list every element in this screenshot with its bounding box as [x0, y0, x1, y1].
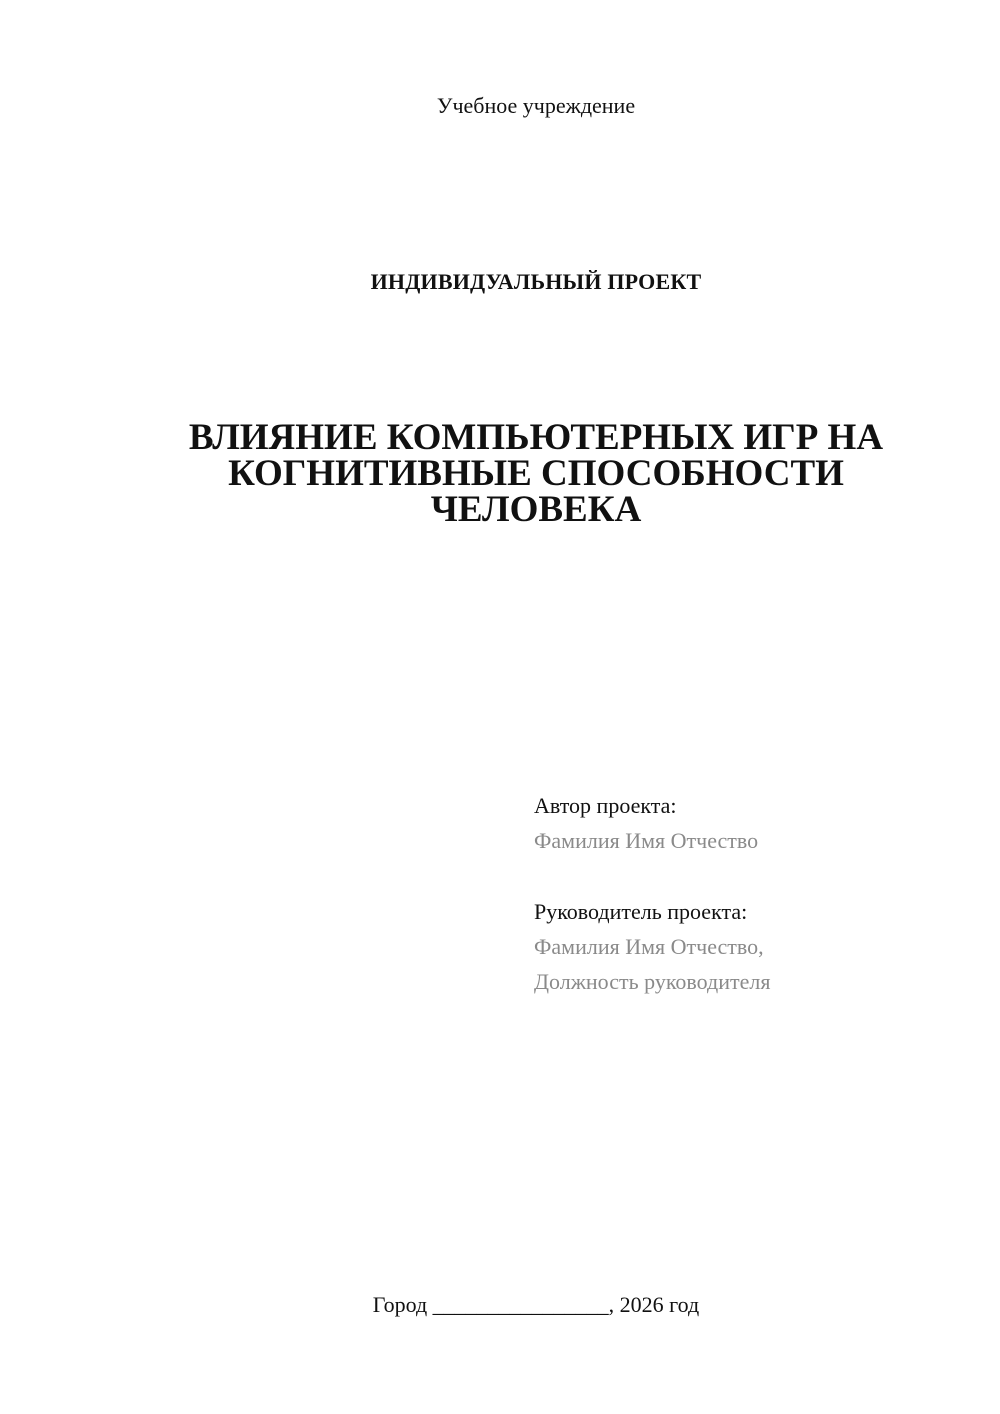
project-title: [0, 417, 1000, 530]
author-name-placeholder: Фамилия Имя Отчество: [534, 828, 759, 853]
supervisor-position-placeholder: Должность руководителя: [534, 969, 771, 994]
credits-spacer: [534, 858, 974, 894]
supervisor-label: Руководитель проекта:: [534, 899, 748, 924]
author-label: Автор проекта:: [534, 793, 677, 818]
institution-name: Учебное учреждение: [436, 93, 636, 118]
supervisor-name-placeholder: Фамилия Имя Отчество,: [534, 934, 764, 959]
credits-block: [534, 788, 974, 999]
project-title-line-3: ЧЕЛОВЕКА: [430, 489, 642, 530]
project-type-heading: ИНДИВИДУАЛЬНЫЙ ПРОЕКТ: [370, 269, 702, 294]
project-title-line-2: КОГНИТИВНЫЕ СПОСОБНОСТИ: [228, 453, 844, 494]
project-title-line-1: ВЛИЯНИЕ КОМПЬЮТЕРНЫХ ИГР НА: [188, 417, 884, 458]
city-year-line: Город ________________, 2026 год: [372, 1292, 700, 1317]
